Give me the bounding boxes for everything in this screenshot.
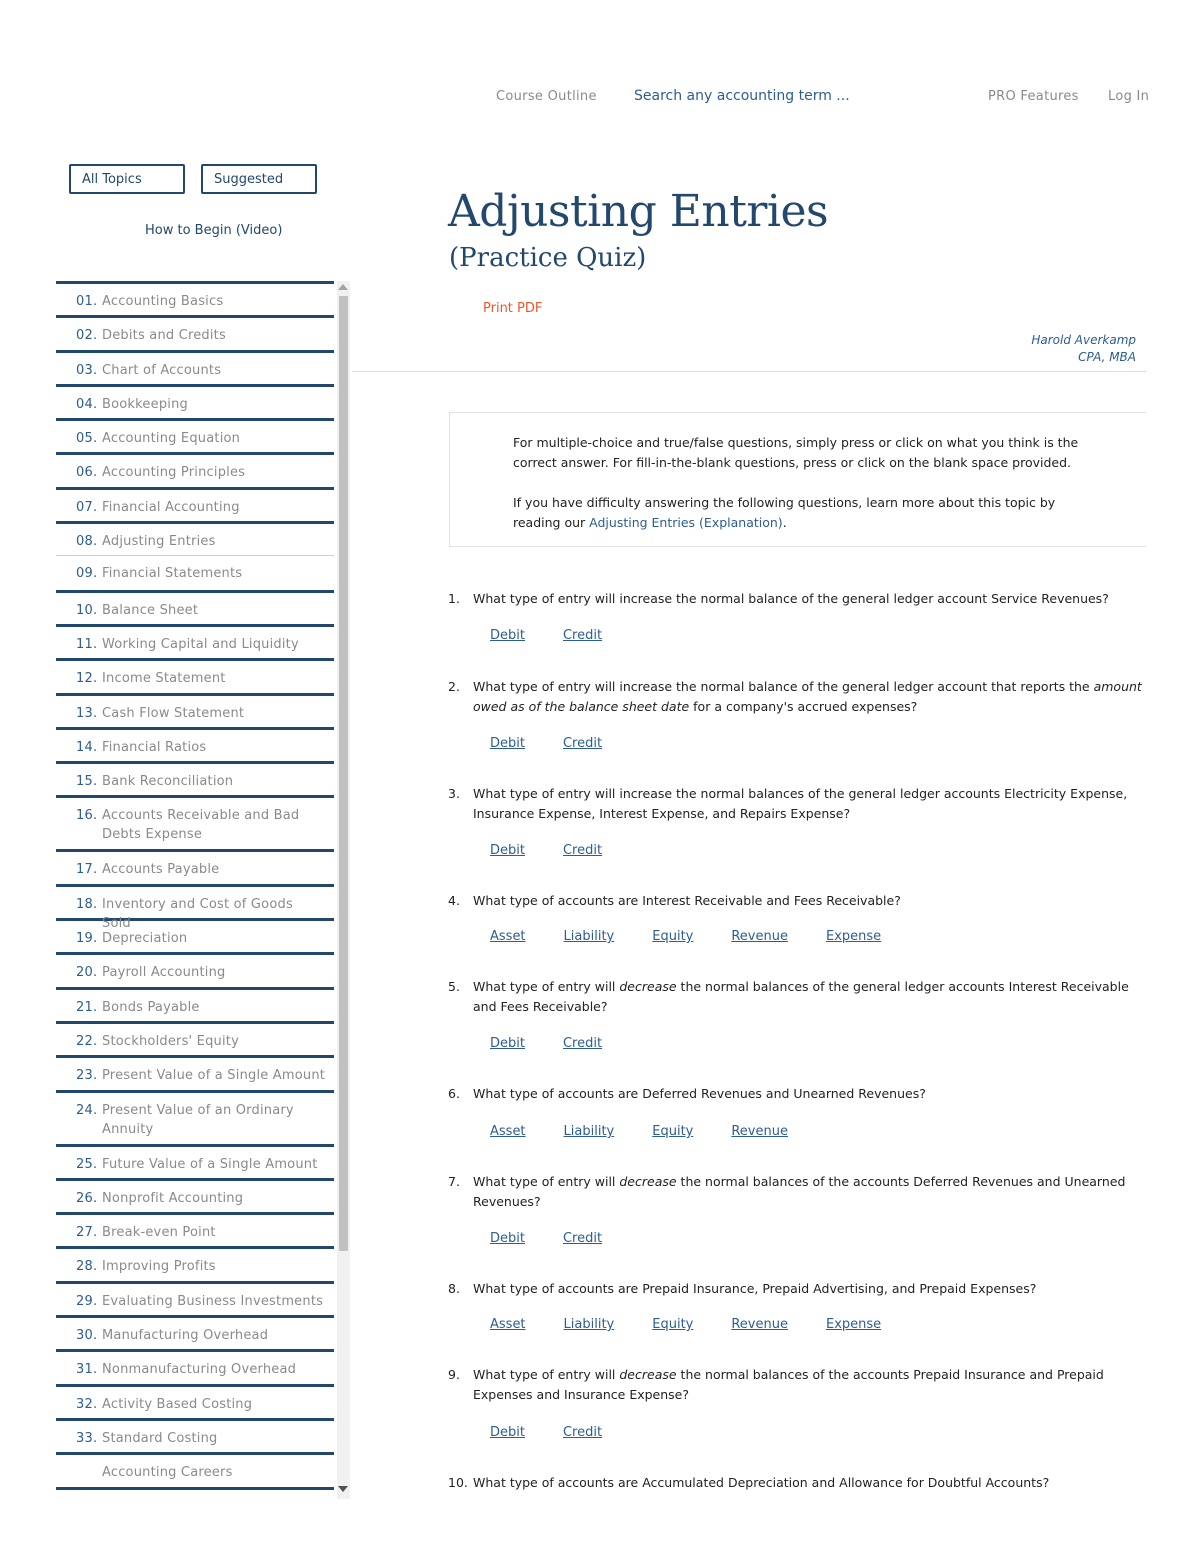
quiz-question bbox=[448, 1172, 1148, 1212]
question-emphasis: decrease bbox=[619, 1367, 677, 1382]
topic-number: 27. bbox=[76, 1225, 98, 1241]
sidebar-topic-item[interactable] bbox=[56, 1384, 334, 1418]
topic-number: 23. bbox=[76, 1068, 98, 1084]
answer-option-debit[interactable]: Debit bbox=[490, 843, 525, 858]
quiz-question bbox=[448, 1279, 1148, 1299]
question-text-part: What type of entry will bbox=[473, 1367, 620, 1382]
topic-number: 13. bbox=[76, 705, 98, 721]
answer-option-debit[interactable]: Debit bbox=[490, 1231, 525, 1246]
topic-label: Accounting Principles bbox=[102, 465, 246, 481]
how-to-begin-link[interactable]: How to Begin (Video) bbox=[145, 223, 283, 238]
sidebar-topic-item[interactable] bbox=[56, 452, 334, 486]
sidebar-topic-item[interactable] bbox=[56, 727, 334, 761]
answer-option-revenue[interactable]: Revenue bbox=[731, 1317, 788, 1332]
topic-label: Accounting Careers bbox=[102, 1465, 233, 1481]
topic-label: Evaluating Business Investments bbox=[102, 1293, 324, 1309]
topic-number: 18. bbox=[76, 896, 98, 912]
topic-label: Present Value of a Single Amount bbox=[102, 1068, 326, 1084]
topic-label: Bank Reconciliation bbox=[102, 774, 234, 790]
topic-label: Future Value of a Single Amount bbox=[102, 1156, 318, 1172]
topic-number: 07. bbox=[76, 499, 98, 515]
quiz-question bbox=[448, 677, 1148, 717]
question-text: What type of entry will increase the normal balances of the general ledger accounts Electricity Expense, Insurance Expense, Interest Expense, and Repairs Expense? bbox=[473, 786, 1128, 821]
help-text bbox=[513, 493, 1106, 533]
topic-number: 19. bbox=[76, 931, 98, 947]
answer-options bbox=[490, 1231, 640, 1246]
sidebar-topic-item[interactable] bbox=[56, 350, 334, 384]
topic-label: Inventory and Cost of Goods Sold bbox=[102, 896, 293, 931]
sidebar-topic-item[interactable] bbox=[56, 1055, 334, 1089]
topic-label: Payroll Accounting bbox=[102, 965, 226, 981]
answer-option-asset[interactable]: Asset bbox=[490, 1317, 526, 1332]
sidebar-topic-item[interactable] bbox=[56, 849, 334, 883]
quiz-question bbox=[448, 784, 1148, 824]
sidebar-topic-item[interactable] bbox=[56, 987, 334, 1021]
topic-label: Standard Costing bbox=[102, 1430, 218, 1446]
answer-option-expense[interactable]: Expense bbox=[825, 929, 882, 944]
sidebar-topic-item[interactable] bbox=[56, 555, 334, 589]
topic-list bbox=[56, 281, 334, 1490]
question-number: 1. bbox=[448, 591, 460, 606]
quiz-question bbox=[448, 977, 1148, 1017]
answer-options bbox=[490, 628, 640, 643]
sidebar-topic-item[interactable] bbox=[56, 487, 334, 521]
author-name: Harold Averkamp bbox=[1031, 333, 1136, 347]
topic-number bbox=[76, 1463, 102, 1486]
question-emphasis: amount owed as of the balance sheet date bbox=[473, 679, 1142, 714]
sidebar-scroll-thumb[interactable] bbox=[339, 296, 348, 1251]
topic-label: Debits and Credits bbox=[102, 328, 226, 344]
page-title: Adjusting Entries bbox=[448, 186, 829, 237]
answer-option-revenue[interactable]: Revenue bbox=[731, 929, 788, 944]
topic-number: 14. bbox=[76, 739, 98, 755]
topic-number: 08. bbox=[76, 534, 98, 550]
topic-number: 25. bbox=[76, 1156, 98, 1172]
topic-label: Nonprofit Accounting bbox=[102, 1190, 244, 1206]
sidebar-topic-item[interactable] bbox=[56, 384, 334, 418]
quiz-question bbox=[448, 1084, 1148, 1104]
topic-number: 06. bbox=[76, 465, 98, 481]
topic-number: 03. bbox=[76, 362, 98, 378]
topic-label: Bonds Payable bbox=[102, 999, 200, 1015]
question-text: What type of accounts are Prepaid Insurance, Prepaid Advertising, and Prepaid Expenses? bbox=[473, 1281, 1037, 1296]
topic-label: Break-even Point bbox=[102, 1225, 216, 1241]
answer-option-equity[interactable]: Equity bbox=[652, 1124, 694, 1139]
question-text: What type of accounts are Interest Receivable and Fees Receivable? bbox=[473, 893, 901, 908]
sidebar-topic-item[interactable] bbox=[56, 1315, 334, 1349]
question-text-part: the normal balances of the accounts Prepaid Insurance and Prepaid Expenses and Insurance Expense? bbox=[473, 1367, 1104, 1402]
sidebar-topic-item[interactable] bbox=[56, 1452, 334, 1486]
quiz-question bbox=[448, 891, 1148, 911]
question-text: What type of entry will increase the normal balance of the general ledger account Service Revenues? bbox=[473, 591, 1109, 606]
topic-number: 02. bbox=[76, 328, 98, 344]
question-text-part: What type of entry will bbox=[473, 979, 620, 994]
suggested-button[interactable]: Suggested bbox=[201, 164, 317, 194]
topic-number: 21. bbox=[76, 999, 98, 1015]
divider bbox=[352, 371, 1146, 372]
sidebar-topic-item[interactable] bbox=[56, 658, 334, 692]
topic-label: Accounts Payable bbox=[102, 862, 220, 878]
topic-label: Manufacturing Overhead bbox=[102, 1328, 269, 1344]
topic-label: Balance Sheet bbox=[102, 602, 199, 618]
sidebar-topic-item[interactable] bbox=[56, 1212, 334, 1246]
course-outline-link[interactable]: Course Outline bbox=[496, 89, 597, 104]
instructions-box bbox=[449, 412, 1146, 547]
quiz-question bbox=[448, 1473, 1148, 1493]
topic-label: Adjusting Entries bbox=[102, 534, 216, 550]
sidebar-topic-item[interactable] bbox=[56, 521, 334, 555]
answer-option-asset[interactable]: Asset bbox=[490, 929, 526, 944]
sidebar-topic-item[interactable] bbox=[56, 952, 334, 986]
question-text: What type of accounts are Accumulated Depreciation and Allowance for Doubtful Accounts? bbox=[473, 1475, 1050, 1490]
question-number: 4. bbox=[448, 893, 460, 908]
author-credit bbox=[1031, 332, 1136, 366]
question-number: 2. bbox=[448, 679, 460, 694]
answer-options bbox=[490, 1425, 640, 1440]
sidebar-topic-item[interactable] bbox=[56, 1144, 334, 1178]
quiz-question bbox=[448, 589, 1148, 609]
sidebar-topic-item[interactable] bbox=[56, 1349, 334, 1383]
answer-option-debit[interactable]: Debit bbox=[490, 1036, 525, 1051]
answer-option-debit[interactable]: Debit bbox=[490, 1425, 525, 1440]
answer-option-equity[interactable]: Equity bbox=[652, 929, 694, 944]
topic-number: 20. bbox=[76, 965, 98, 981]
page-subtitle: (Practice Quiz) bbox=[449, 243, 647, 273]
topic-number: 10. bbox=[76, 602, 98, 618]
sidebar-topic-item[interactable] bbox=[56, 418, 334, 452]
topic-number: 28. bbox=[76, 1259, 98, 1275]
all-topics-button[interactable]: All Topics bbox=[69, 164, 185, 194]
sidebar-topic-item[interactable] bbox=[56, 884, 334, 931]
answer-option-debit[interactable]: Debit bbox=[490, 628, 525, 643]
topic-label: Accounts Receivable and Bad Debts Expense bbox=[102, 808, 300, 843]
question-number: 9. bbox=[448, 1367, 460, 1382]
question-text: What type of accounts are Deferred Revenues and Unearned Revenues? bbox=[473, 1086, 926, 1101]
sidebar-topic-item[interactable] bbox=[56, 281, 334, 315]
question-number: 8. bbox=[448, 1281, 460, 1296]
topic-number: 32. bbox=[76, 1396, 98, 1412]
question-text bbox=[473, 677, 1148, 717]
answer-option-credit[interactable]: Credit bbox=[562, 1036, 603, 1051]
topic-label: Income Statement bbox=[102, 671, 226, 687]
answer-option-credit[interactable]: Credit bbox=[562, 1231, 603, 1246]
question-number: 3. bbox=[448, 786, 460, 801]
question-emphasis: decrease bbox=[619, 979, 677, 994]
topic-label: Financial Accounting bbox=[102, 499, 240, 515]
topic-number: 12. bbox=[76, 671, 98, 687]
instructions-text: For multiple-choice and true/false questions, simply press or click on what you think is the correct answer. For fill-in-the-blank questions, press or click on the blank space provided. bbox=[513, 435, 1079, 470]
topic-number: 30. bbox=[76, 1328, 98, 1344]
sidebar-topic-item[interactable] bbox=[56, 795, 334, 849]
sidebar-topic-item[interactable] bbox=[56, 1246, 334, 1280]
topic-label: Accounting Basics bbox=[102, 294, 224, 309]
login-link[interactable]: Log In bbox=[1108, 89, 1150, 104]
answer-options bbox=[490, 1124, 826, 1139]
topic-number: 15. bbox=[76, 774, 98, 790]
topic-label: Working Capital and Liquidity bbox=[102, 636, 299, 652]
topic-label: Depreciation bbox=[102, 931, 188, 947]
topic-label: Present Value of an Ordinary Annuity bbox=[102, 1102, 294, 1137]
quiz-question bbox=[448, 1365, 1148, 1405]
answer-options bbox=[490, 929, 919, 944]
question-number: 7. bbox=[448, 1174, 460, 1189]
answer-option-credit[interactable]: Credit bbox=[562, 628, 603, 643]
topic-number: 17. bbox=[76, 862, 98, 878]
topic-label: Improving Profits bbox=[102, 1259, 216, 1275]
sidebar-topic-item[interactable] bbox=[56, 761, 334, 795]
answer-option-liability[interactable]: Liability bbox=[563, 929, 615, 944]
question-text bbox=[473, 977, 1148, 1017]
answer-option-credit[interactable]: Credit bbox=[562, 1425, 603, 1440]
topic-number: 16. bbox=[76, 808, 98, 824]
topic-label: Activity Based Costing bbox=[102, 1396, 253, 1412]
sidebar-topic-item[interactable] bbox=[56, 1178, 334, 1212]
question-text-part: the normal balances of the general ledger accounts Interest Receivable and Fees Receivable? bbox=[473, 979, 1129, 1014]
question-emphasis: decrease bbox=[619, 1174, 677, 1189]
answer-option-credit[interactable]: Credit bbox=[562, 736, 603, 751]
topic-label: Stockholders' Equity bbox=[102, 1033, 239, 1049]
topic-label: Financial Ratios bbox=[102, 739, 207, 755]
topic-number: 33. bbox=[76, 1430, 98, 1446]
question-text bbox=[473, 1365, 1148, 1405]
help-text-end: . bbox=[782, 515, 787, 530]
question-text-part: the normal balances of the accounts Deferred Revenues and Unearned Revenues? bbox=[473, 1174, 1126, 1209]
answer-option-revenue[interactable]: Revenue bbox=[731, 1124, 788, 1139]
answer-option-credit[interactable]: Credit bbox=[562, 843, 603, 858]
topic-number: 24. bbox=[76, 1102, 98, 1118]
scroll-up-arrow-icon[interactable] bbox=[338, 284, 348, 290]
topic-label: Bookkeeping bbox=[102, 396, 188, 412]
question-number: 10. bbox=[448, 1475, 468, 1490]
topic-label: Cash Flow Statement bbox=[102, 705, 245, 721]
topic-number: 29. bbox=[76, 1293, 98, 1309]
topic-label: Chart of Accounts bbox=[102, 362, 222, 378]
topic-label: Nonmanufacturing Overhead bbox=[102, 1362, 297, 1378]
question-text bbox=[473, 1172, 1148, 1212]
sidebar-topic-item[interactable] bbox=[56, 590, 334, 624]
sidebar-topic-item[interactable] bbox=[56, 315, 334, 349]
question-number: 6. bbox=[448, 1086, 460, 1101]
author-credentials: CPA, MBA bbox=[1078, 350, 1136, 364]
question-text-part: What type of entry will bbox=[473, 1174, 620, 1189]
print-pdf-link[interactable]: Print PDF bbox=[483, 301, 543, 316]
topic-label: Accounting Equation bbox=[102, 431, 241, 447]
answer-option-equity[interactable]: Equity bbox=[652, 1317, 694, 1332]
answer-option-liability[interactable]: Liability bbox=[563, 1124, 615, 1139]
answer-option-expense[interactable]: Expense bbox=[825, 1317, 882, 1332]
topic-number: 05. bbox=[76, 431, 98, 447]
answer-options bbox=[490, 1317, 919, 1332]
sidebar-topic-item[interactable] bbox=[56, 1090, 334, 1144]
question-text-part: What type of entry will increase the normal balance of the general ledger account that reports the bbox=[473, 679, 1094, 694]
topic-label: Financial Statements bbox=[102, 566, 243, 582]
answer-options bbox=[490, 843, 640, 858]
help-text-body: If you have difficulty answering the following questions, learn more about this topic by reading our bbox=[513, 495, 1056, 530]
topic-number: 09. bbox=[76, 566, 98, 582]
sidebar-topic-item[interactable] bbox=[56, 1418, 334, 1452]
question-number: 5. bbox=[448, 979, 460, 994]
topic-number: 01. bbox=[76, 294, 98, 309]
sidebar-topic-item[interactable] bbox=[56, 693, 334, 727]
explanation-link[interactable]: Adjusting Entries (Explanation) bbox=[589, 515, 783, 530]
scroll-down-arrow-icon[interactable] bbox=[338, 1486, 348, 1492]
pro-features-link[interactable]: PRO Features bbox=[988, 89, 1079, 104]
search-link[interactable]: Search any accounting term ... bbox=[634, 88, 850, 104]
answer-option-liability[interactable]: Liability bbox=[563, 1317, 615, 1332]
sidebar-topic-item[interactable] bbox=[56, 624, 334, 658]
sidebar-topic-item[interactable] bbox=[56, 1281, 334, 1315]
topic-list-bottom-border bbox=[56, 1487, 334, 1490]
topic-number: 22. bbox=[76, 1033, 98, 1049]
answer-option-asset[interactable]: Asset bbox=[490, 1124, 526, 1139]
topic-number: 04. bbox=[76, 396, 98, 412]
sidebar-topic-item[interactable] bbox=[56, 918, 334, 952]
answer-options bbox=[490, 736, 640, 751]
question-text-part: for a company's accrued expenses? bbox=[689, 699, 918, 714]
answer-option-debit[interactable]: Debit bbox=[490, 736, 525, 751]
topic-number: 26. bbox=[76, 1190, 98, 1206]
sidebar-topic-item[interactable] bbox=[56, 1021, 334, 1055]
answer-options bbox=[490, 1036, 640, 1051]
topic-number: 11. bbox=[76, 636, 98, 652]
topic-number: 31. bbox=[76, 1362, 98, 1378]
